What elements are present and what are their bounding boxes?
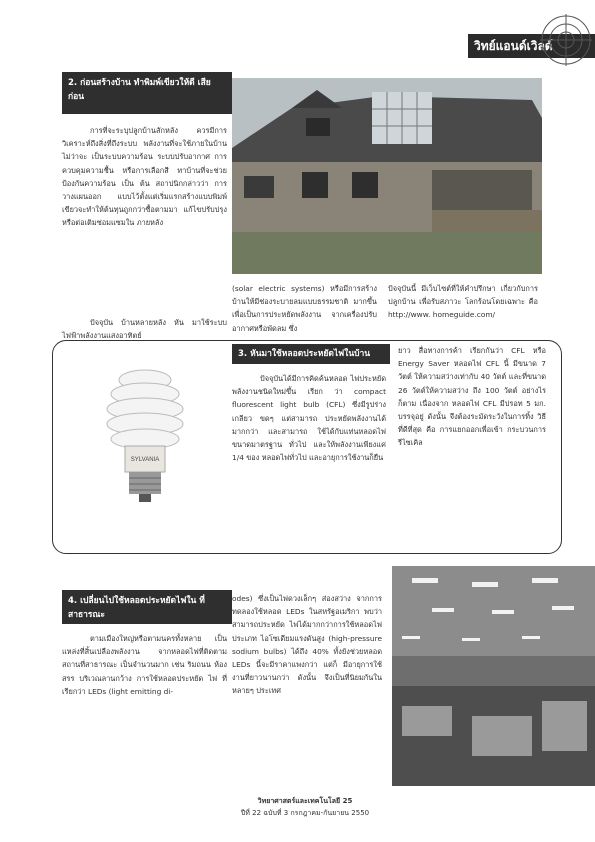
- store-photo: [392, 566, 595, 786]
- section4-column-1: ตามเมืองใหญ่หรือตามนครทั้งหลาย เป็นแหล่งที่สิ้นเปลืองพลังงาน จากหลอดไฟที่ติดตามสถานที่สาธารณะ เป็นจำนวนมาก เช่น ริมถนน ห้องสรร บริเวณลานกว้าง การใช้หลอดประหยัด ไฟ ที่เรียกว่า LEDs (light emitting di-: [62, 634, 227, 696]
- cfl-bulb-photo: [84, 360, 206, 510]
- section2-paragraph-1: การที่จะระบุปลูกบ้านสักหลัง ควรมีการวิเคราะห์ถึงสิ่งที่ถึงระบบ พลังงานที่จะใช้ภายในบ้าน ไม่ว่าจะ เป็นระบบความร้อน ระบบปรับอากาศ การควบคุมความชื้น หรือการเลือกสี ทาบ้านที่จะช่วยป้องกันความร้อน เป็น ต้น สถาปนิกกล่าวว่า การวางแผนออก แบบไว้ตั้งแต่เริ่มแรกสร้างแบบพิมพ์ เขียวจะทำให้ต้นทุนถูกกว่าซื้อตามมา แก้ไขปรับปรุงหรือต่อเติมซ่อมแซมใน ภายหลัง: [62, 126, 227, 228]
- house-illustration: [232, 78, 542, 274]
- section2-paragraph-2: ปัจจุบัน บ้านหลายหลัง หัน มาใช้ระบบไฟฟ้าพลังงานแสงอาทิตย์: [62, 318, 227, 341]
- section3-heading: 3. หันมาใช้หลอดประหยัดไฟในบ้าน: [232, 344, 390, 364]
- store-illustration: [392, 566, 595, 786]
- section2-column-2: (solar electric systems) หรือมีการสร้าง บ้านให้มีช่องระบายลมแบบธรรมชาติ มากขึ้น เพื่อเป็นการประหยัดพลังงาน จากเครื่องปรับอากาศหรือพัดลม ซึ่ง: [232, 284, 377, 333]
- section3-column-1: ปัจจุบันได้มีการคิดค้นหลอด ไฟประหยัดพลังงานชนิดใหม่ขึ้น เรียก ว่า compact fluorescent light bulb (CFL) ซึ่งมีรูปร่างเกลียว ขดๆ แต่สามารถ ประหยัดพลังงานได้มากกว่า และสามารถ ใช้ได้กับแท่นหลอดไฟขนาดมาตรฐาน ทั่วไป และให้พลังงานเพียงแค่ 1/4 ของ หลอดไฟทั่วไป และอายุการใช้งานก็ยืน: [232, 374, 386, 463]
- target-decoration-icon: [540, 14, 595, 74]
- section2-heading: 2. ก่อนสร้างบ้าน ทำพิมพ์เขียวให้ดี เสียก่อน: [62, 72, 232, 114]
- section4-column-2: odes) ซึ่งเป็นไฟดวงเล็กๆ ส่องสว่าง จากการทดลองใช้หลอด LEDs ในสหรัฐอเมริกา พบว่า สามารถประหยัด ไฟได้มากกว่าการใช้หลอดไฟประเภท ไอโซเดียมแรงดันสูง (high-pressure sodium bulbs) ได้ถึง 40% ทั้งยังช่วยหลอด LEDs นี้จะมีราคาแพงกว่า แต่ก็ มีอายุการใช้งานที่ยาวนานกว่า ดังนั้น จึงเป็นที่นิยมกันในหลายๆ ประเทศ: [232, 594, 382, 696]
- section3-column-2: ยาว สื่อทางการค้า เรียกกันว่า CFL หรือ Energy Saver หลอดไฟ CFL นี้ มีขนาด 7 วัตต์ ให้ความสว่างเท่ากับ 40 วัตต์ และที่ขนาด 26 วัตต์ให้ความสว่าง ถึง 100 วัตต์ อย่างไรก็ตาม เนื่องจาก หลอดไฟ CFL มีปรอท 5 มก. บรรจุอยู่ ดังนั้น จึงต้องระมัดระวังในการทิ้ง วิธีที่ดีที่สุด คือ การแยกออกเพื่อเข้า กระบวนการรีไซเคิล: [398, 346, 546, 448]
- section4-heading: 4. เปลี่ยนไปใช้หลอดประหยัดไฟใน ที่สาธารณะ: [62, 590, 232, 624]
- magazine-name: วิทย์แอนด์เวิลด์: [474, 39, 553, 53]
- house-photo: [232, 78, 542, 274]
- footer-magazine-title: วิทยาศาสตร์และเทคโนโลยี 25: [257, 797, 353, 805]
- section2-column-3: ปัจจุบันนี้ มีเว็บไซต์ที่ให้คำปรึกษา เกี่ยวกับการปลูกบ้าน เพื่อรับสภาวะ โลกร้อนโดยเฉพาะ คือ http://www. homeguide.com/: [388, 284, 538, 320]
- cfl-bulb-icon: [84, 360, 206, 510]
- footer-issue-info: ปีที่ 22 ฉบับที่ 3 กรกฎาคม-กันยายน 2550: [240, 809, 370, 817]
- bulb-brand-label: SYLVANIA: [130, 457, 160, 463]
